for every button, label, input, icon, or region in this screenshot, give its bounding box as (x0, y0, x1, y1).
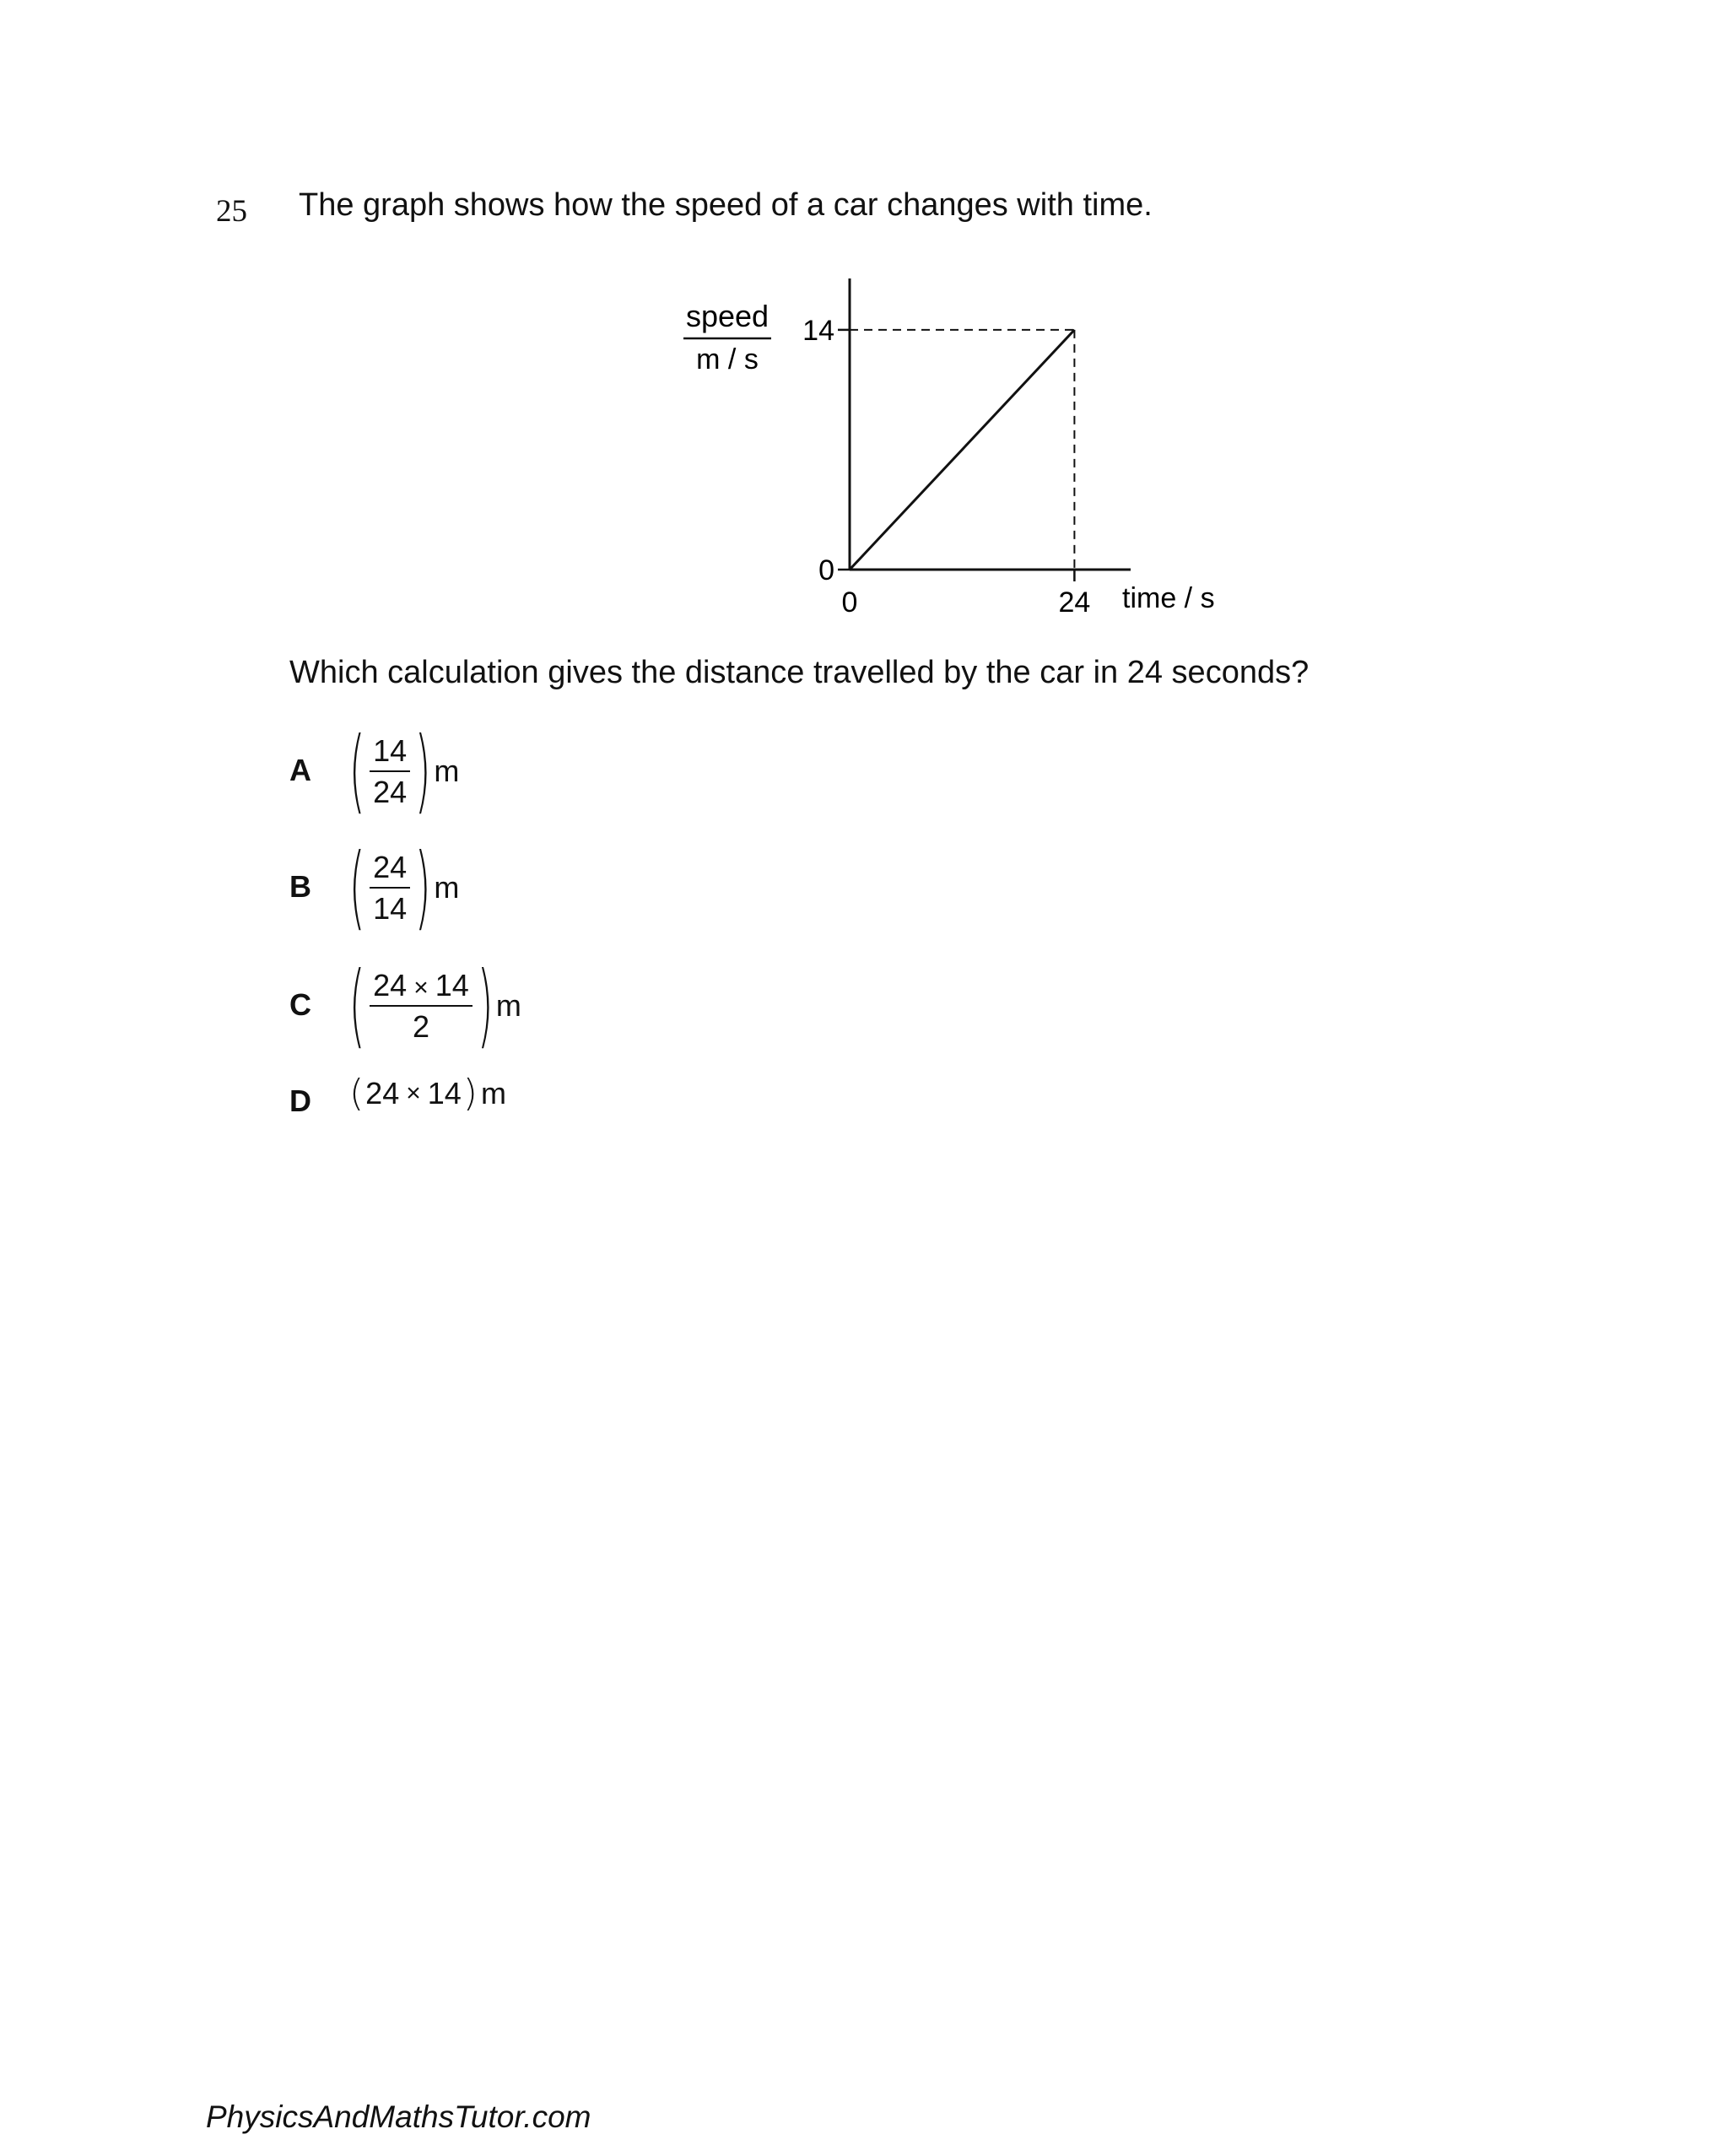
footer-site-name: PhysicsAndMathsTutor.com (206, 2099, 591, 2134)
option-a-letter: A (289, 753, 311, 787)
close-paren: ) (414, 835, 431, 940)
close-paren: ) (477, 953, 494, 1058)
option-d-unit: m (480, 1076, 506, 1110)
speed-time-graph (658, 274, 1232, 629)
option-a-unit: m (434, 754, 460, 788)
option-d-expression[interactable] (348, 1072, 506, 1115)
times-symbol: × (406, 1079, 421, 1107)
option-b-denominator: 14 (373, 891, 408, 926)
option-d-factor-b: 14 (427, 1076, 462, 1110)
question-number: 25 (216, 194, 247, 229)
option-a-denominator: 24 (373, 775, 408, 809)
y-tick-label-zero: 0 (818, 554, 834, 586)
speed-line (850, 330, 1074, 570)
y-axis-label-unit: m / s (696, 343, 759, 376)
times-symbol: × (413, 973, 429, 1002)
option-d-factor-a: 24 (365, 1076, 400, 1110)
option-c-numerator-a: 24 (373, 967, 408, 1002)
open-paren: ( (348, 718, 365, 824)
option-a-numerator: 14 (370, 733, 410, 772)
option-c-unit: m (495, 988, 521, 1023)
open-paren: ( (349, 1072, 364, 1115)
option-b-letter: B (289, 869, 311, 904)
option-b-unit: m (434, 870, 460, 905)
x-tick-label-max: 24 (1058, 586, 1091, 619)
open-paren: ( (348, 835, 365, 940)
option-b-fraction (366, 850, 413, 927)
option-b-numerator: 24 (370, 850, 410, 889)
option-c-letter: C (289, 987, 311, 1022)
option-c-denominator: 2 (412, 1009, 429, 1045)
option-a-fraction (366, 733, 413, 810)
option-b-expression[interactable] (348, 835, 460, 940)
option-a-expression[interactable] (348, 718, 460, 824)
open-paren: ( (348, 953, 365, 1058)
question-stem: The graph shows how the speed of a car changes with time. (299, 187, 1153, 223)
option-c-numerator-b: 14 (435, 967, 469, 1002)
close-paren: ) (414, 718, 431, 824)
option-d-letter: D (289, 1083, 311, 1118)
option-c-fraction (366, 968, 476, 1045)
y-tick-label-max: 14 (802, 314, 834, 347)
question-prompt: Which calculation gives the distance travelled by the car in 24 seconds? (289, 655, 1310, 690)
option-c-expression[interactable] (348, 953, 521, 1058)
x-tick-label-zero: 0 (841, 586, 858, 619)
x-axis-label: time / s (1122, 582, 1215, 614)
close-paren: ) (462, 1072, 478, 1115)
option-c-numerator (370, 968, 472, 1008)
y-axis-label-quantity: speed (685, 299, 770, 333)
